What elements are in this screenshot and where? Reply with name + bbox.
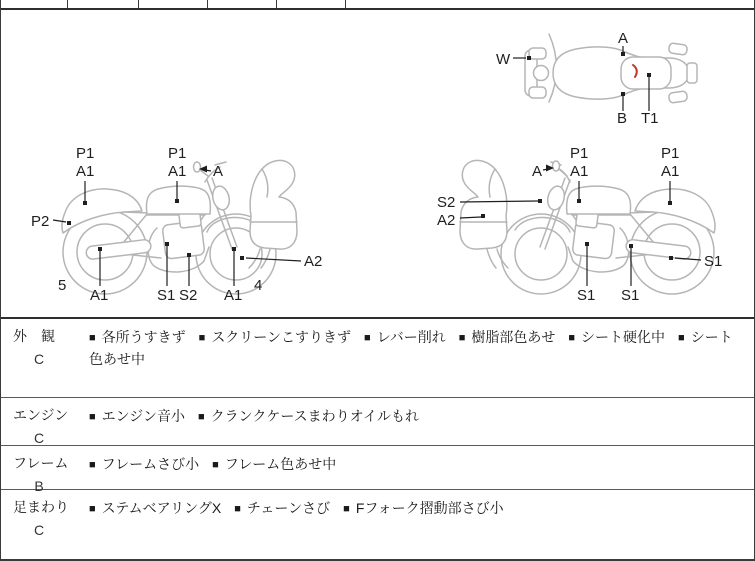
- grid-cell: [68, 0, 139, 8]
- label-a2-cowl: A2: [437, 212, 456, 229]
- condition-item: ■ フレーム色あせ中: [212, 456, 337, 472]
- condition-items: [89, 453, 754, 489]
- condition-item: ■ チェーンさび: [234, 500, 331, 516]
- condition-item: ■ シート色あせ中: [89, 329, 733, 368]
- section-grade: C: [33, 522, 45, 538]
- condition-item: ■ Fフォーク摺動部さび小: [343, 500, 504, 516]
- label-s1-frame: S1: [621, 287, 640, 304]
- section-label: エンジン: [13, 407, 69, 423]
- bike-left-side-view: [31, 145, 322, 304]
- bike-top-view: [496, 30, 697, 127]
- grid-cell: [277, 0, 346, 8]
- label-s2-front: S2: [437, 194, 456, 211]
- label-s1-rear-wheel: S1: [704, 253, 723, 270]
- condition-items: [89, 326, 754, 397]
- condition-item: ■ シート硬化中: [568, 329, 666, 345]
- section-grade: C: [33, 430, 45, 446]
- section-grade: B: [34, 478, 44, 494]
- label-a-mirror: A: [213, 163, 224, 180]
- label-p2-fender: P2: [31, 213, 50, 230]
- condition-row-frame: [1, 445, 754, 494]
- label-t1-seat: T1: [641, 110, 659, 127]
- condition-item: ■ 各所うすきず: [89, 329, 186, 345]
- label-a1-fork: A1: [224, 287, 243, 304]
- label-5: 5: [58, 277, 67, 294]
- condition-item: ■ フレームさび小: [89, 456, 200, 472]
- label-a-body-top: A: [618, 30, 629, 47]
- condition-item: ■ 樹脂部色あせ: [458, 329, 556, 345]
- condition-items: [89, 405, 754, 445]
- label-a-mirror: A: [532, 163, 543, 180]
- condition-row-engine: [1, 397, 754, 445]
- grid-cell: [139, 0, 208, 8]
- top-table-strip: [1, 0, 754, 8]
- condition-row-undercarriage: [1, 489, 754, 556]
- condition-item: ■ クランクケースまわりオイルもれ: [197, 408, 419, 424]
- label-w-grip: W: [496, 51, 511, 68]
- condition-item: ■ エンジン音小: [89, 408, 185, 424]
- condition-items: [89, 497, 754, 556]
- label-b-body-bottom: B: [617, 110, 628, 127]
- section-label: 外 観: [13, 328, 55, 344]
- label-a1-rear: A1: [76, 163, 95, 180]
- label-p1-rear: P1: [76, 145, 95, 162]
- condition-item: ■ ステムベアリングX: [89, 500, 222, 516]
- label-s2-frame: S2: [179, 287, 198, 304]
- label-a1-muffler: A1: [90, 287, 109, 304]
- label-p1-tank: P1: [168, 145, 187, 162]
- label-a1-tank: A1: [570, 163, 589, 180]
- label-p1-tank: P1: [570, 145, 589, 162]
- label-a1-rear: A1: [661, 163, 680, 180]
- diagram-area: [1, 10, 754, 317]
- label-s1-engine: S1: [577, 287, 596, 304]
- condition-row-exterior: [1, 319, 754, 397]
- grid-cell: [346, 0, 754, 8]
- condition-item: ■ レバー削れ: [364, 329, 446, 345]
- condition-table: [1, 317, 754, 556]
- label-p1-rear: P1: [661, 145, 680, 162]
- condition-item: ■ スクリーンこすりきず: [198, 329, 352, 345]
- grid-cell: [1, 0, 68, 8]
- label-a1-tank: A1: [168, 163, 187, 180]
- label-a2-front-wheel: A2: [304, 253, 323, 270]
- motorcycle-condition-diagram: [1, 10, 754, 317]
- label-s1-engine: S1: [157, 287, 176, 304]
- label-4: 4: [254, 277, 263, 294]
- section-grade: C: [33, 351, 45, 367]
- grid-cell: [208, 0, 277, 8]
- section-label: フレーム: [13, 455, 69, 471]
- section-label: 足まわり: [13, 499, 69, 515]
- bike-right-side-view: [437, 145, 722, 304]
